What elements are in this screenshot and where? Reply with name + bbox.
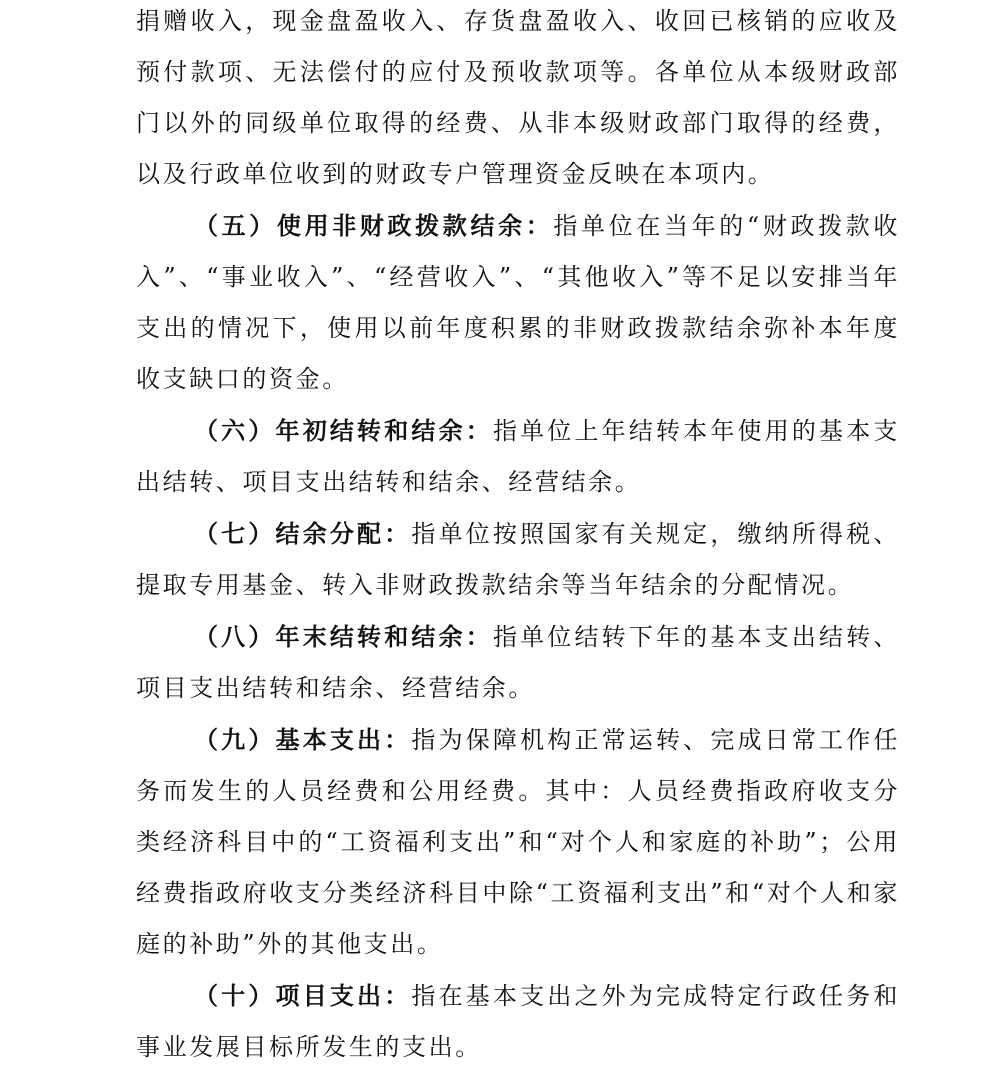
- paragraph-item-9: [136, 714, 900, 970]
- paragraph-text: 指单位结转下年的基本支出结转、项目支出结转和结余、经营结余。: [136, 623, 900, 702]
- paragraph-item-10: [136, 970, 900, 1073]
- paragraph-continuation: [136, 0, 900, 200]
- paragraph-text: 指单位在当年的“财政拨款收入”、“事业收入”、“经营收入”、“其他收入”等不足以安排当年支出的情况下，使用以前年度积累的非财政拨款结余弥补本年度收支缺口的资金。: [136, 212, 900, 393]
- paragraph-heading: （十）项目支出：: [194, 981, 412, 1010]
- paragraph-text: 捐赠收入，现金盘盈收入、存货盘盈收入、收回已核销的应收及预付款项、无法偿付的应付及预收款项等。各单位从本级财政部门以外的同级单位取得的经费、从非本级财政部门取得的经费，以及行政单位收到的财政专户管理资金反映在本项内。: [136, 7, 900, 188]
- paragraph-text: 指在基本支出之外为完成特定行政任务和事业发展目标所发生的支出。: [136, 982, 900, 1061]
- paragraph-item-7: [136, 508, 900, 611]
- paragraph-text: 指单位上年结转本年使用的基本支出结转、项目支出结转和结余、经营结余。: [136, 417, 900, 496]
- paragraph-text: 指单位按照国家有关规定，缴纳所得税、提取专用基金、转入非财政拨款结余等当年结余的分配情况。: [136, 520, 900, 599]
- paragraph-item-8: [136, 611, 900, 714]
- paragraph-text: 指为保障机构正常运转、完成日常工作任务而发生的人员经费和公用经费。其中：人员经费指政府收支分类经济科目中的“工资福利支出”和“对个人和家庭的补助”；公用经费指政府收支分类经济科目中除“工资福利支出”和“对个人和家庭的补助”外的其他支出。: [136, 726, 900, 958]
- paragraph-heading: （七）结余分配：: [194, 519, 412, 548]
- paragraph-heading: （五）使用非财政拨款结余：: [194, 211, 554, 240]
- paragraph-heading: （八）年末结转和结余：: [194, 622, 493, 651]
- paragraph-item-6: [136, 405, 900, 508]
- paragraph-item-5: [136, 200, 900, 405]
- paragraph-heading: （六）年初结转和结余：: [194, 416, 493, 445]
- paragraph-heading: （九）基本支出：: [194, 725, 412, 754]
